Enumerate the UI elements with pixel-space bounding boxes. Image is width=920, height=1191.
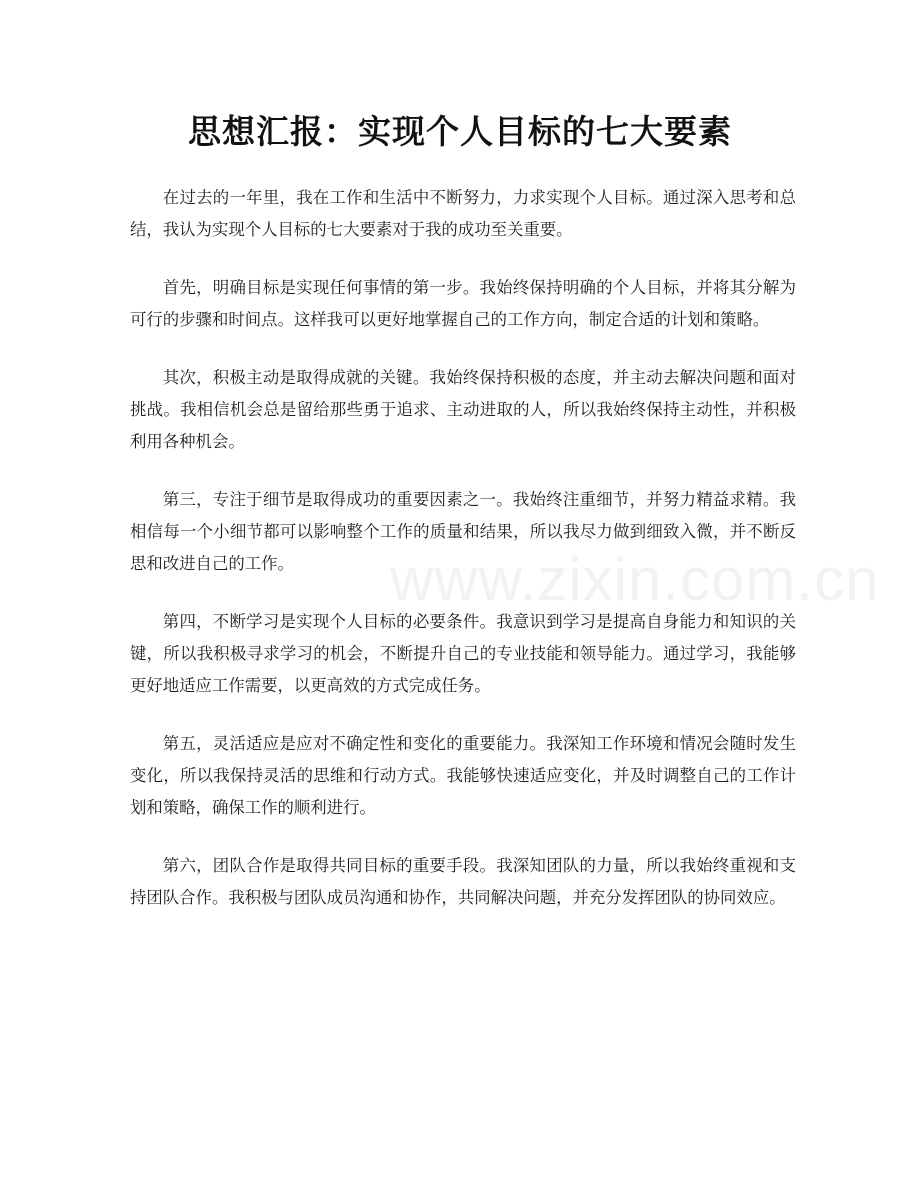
paragraph: 在过去的一年里，我在工作和生活中不断努力，力求实现个人目标。通过深入思考和总结，我认为实现个人目标的七大要素对于我的成功至关重要。 xyxy=(130,188,796,239)
document-body xyxy=(130,182,796,940)
paragraph: 第六，团队合作是取得共同目标的重要手段。我深知团队的力量，所以我始终重视和支持团队合作。我积极与团队成员沟通和协作，共同解决问题，并充分发挥团队的协同效应。 xyxy=(130,856,796,907)
paragraph: 第五，灵活适应是应对不确定性和变化的重要能力。我深知工作环境和情况会随时发生变化，所以我保持灵活的思维和行动方式。我能够快速适应变化，并及时调整自己的工作计划和策略，确保工作的顺利进行。 xyxy=(130,734,796,817)
watermark: www.zixin.com.cn xyxy=(390,546,880,613)
paragraph: 其次，积极主动是取得成就的关键。我始终保持积极的态度，并主动去解决问题和面对挑战。我相信机会总是留给那些勇于追求、主动进取的人，所以我始终保持主动性，并积极利用各种机会。 xyxy=(130,368,796,451)
paragraph: 首先，明确目标是实现任何事情的第一步。我始终保持明确的个人目标，并将其分解为可行的步骤和时间点。这样我可以更好地掌握自己的工作方向，制定合适的计划和策略。 xyxy=(130,278,796,329)
paragraph: 第四，不断学习是实现个人目标的必要条件。我意识到学习是提高自身能力和知识的关键，所以我积极寻求学习的机会，不断提升自己的专业技能和领导能力。通过学习，我能够更好地适应工作需要，以更高效的方式完成任务。 xyxy=(130,612,796,695)
paragraph: 第三，专注于细节是取得成功的重要因素之一。我始终注重细节，并努力精益求精。我相信每一个小细节都可以影响整个工作的质量和结果，所以我尽力做到细致入微，并不断反思和改进自己的工作。 xyxy=(130,490,796,573)
document-title: 思想汇报：实现个人目标的七大要素 xyxy=(188,112,732,151)
